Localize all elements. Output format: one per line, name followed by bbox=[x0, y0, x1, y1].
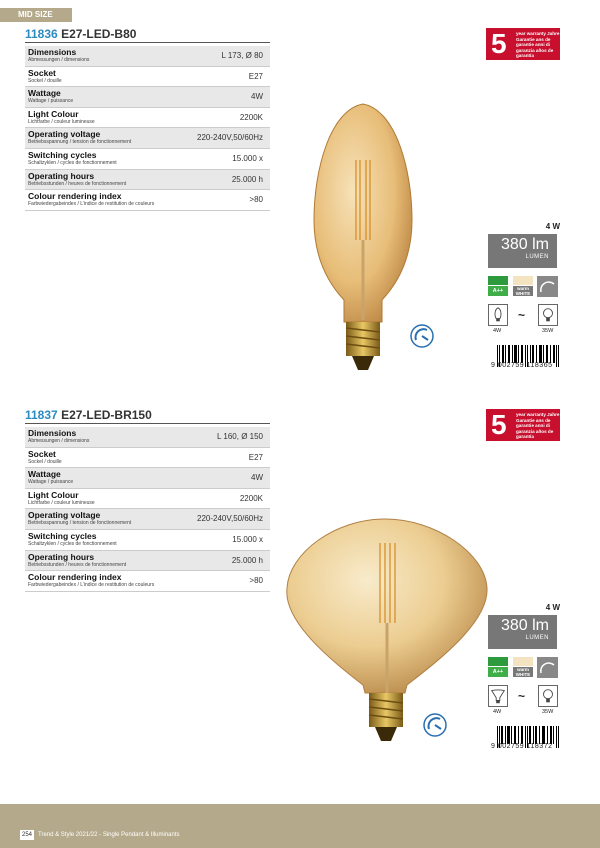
spec-sublabel: Sockel / douille bbox=[28, 458, 62, 465]
dimmable-icon bbox=[423, 713, 447, 737]
spec-row bbox=[25, 448, 270, 469]
spec-value: 4W bbox=[251, 92, 263, 102]
spec-row bbox=[25, 128, 270, 149]
title-divider bbox=[25, 423, 270, 424]
spec-row bbox=[25, 489, 270, 510]
warm-white-label: warm WHITE bbox=[513, 286, 533, 296]
spec-label: Operating voltage bbox=[28, 129, 101, 140]
warranty-years: 5 bbox=[491, 409, 507, 440]
spec-value: >80 bbox=[249, 195, 263, 205]
beam-angle-icon bbox=[537, 276, 558, 297]
spec-value: 220-240V,50/60Hz bbox=[197, 514, 263, 524]
product-title bbox=[25, 408, 152, 422]
equivalent-wattage: 35W bbox=[542, 328, 554, 334]
energy-class-icon bbox=[488, 276, 508, 296]
lumen-box bbox=[488, 615, 557, 649]
spec-row bbox=[25, 67, 270, 88]
spec-sublabel: Wattage / puissance bbox=[28, 479, 74, 486]
spec-sublabel: Schaltzyklen / cycles de fonctionnement bbox=[28, 540, 117, 547]
spec-value: 25.000 h bbox=[231, 555, 263, 565]
spec-label: Light Colour bbox=[28, 108, 79, 119]
lumen-unit: LUMEN bbox=[525, 254, 549, 260]
spec-label: Colour rendering index bbox=[28, 572, 122, 583]
product-name: E27-LED-B80 bbox=[61, 27, 137, 41]
spec-table bbox=[25, 46, 270, 211]
energy-class-icon bbox=[488, 657, 508, 677]
wattage-comparison bbox=[488, 685, 558, 717]
wattage-badge: 4 W bbox=[545, 603, 560, 612]
spec-label: Operating hours bbox=[28, 170, 95, 181]
spec-row bbox=[25, 87, 270, 108]
spec-label: Socket bbox=[28, 448, 56, 459]
spec-label: Light Colour bbox=[28, 489, 79, 500]
lumen-box bbox=[488, 234, 557, 268]
spec-row bbox=[25, 509, 270, 530]
spec-value: 4W bbox=[251, 473, 263, 483]
bulb-image-b80 bbox=[308, 100, 418, 380]
product-11837 bbox=[0, 403, 600, 763]
warranty-text: year warranty Jahre Garantie ans de garantie anni di garanzia años de garantía bbox=[516, 412, 560, 439]
spec-row bbox=[25, 190, 270, 211]
category-tag: MID SIZE bbox=[0, 8, 72, 22]
spec-row bbox=[25, 149, 270, 170]
lumen-value: 380 lm bbox=[500, 236, 549, 253]
spec-label: Wattage bbox=[28, 88, 61, 99]
warranty-text: year warranty Jahre Garantie ans de garantie anni di garanzia años de garantía bbox=[516, 31, 560, 58]
spec-value: 2200K bbox=[239, 493, 263, 503]
spec-value: 25.000 h bbox=[231, 174, 263, 184]
spec-sublabel: Lichtfarbe / couleur lumineuse bbox=[28, 499, 95, 506]
spec-row bbox=[25, 551, 270, 572]
spec-label: Operating hours bbox=[28, 551, 95, 562]
dimmable-icon bbox=[410, 324, 434, 348]
page-footer bbox=[0, 804, 600, 848]
spec-sublabel: Betriebsstunden / heures de fonctionnement bbox=[28, 180, 127, 187]
spec-sublabel: Wattage / puissance bbox=[28, 98, 74, 105]
product-number: 11836 bbox=[25, 27, 58, 41]
spec-sublabel: Sockel / douille bbox=[28, 77, 62, 84]
warm-white-icon bbox=[513, 657, 533, 677]
incandescent-bulb-icon bbox=[538, 685, 558, 707]
product-title bbox=[25, 27, 136, 41]
equivalent-tilde: ~ bbox=[518, 689, 526, 703]
spec-row bbox=[25, 46, 270, 67]
footer-text: Trend & Style 2021/22 - Single Pendant & Illuminants bbox=[38, 832, 180, 838]
incandescent-bulb-icon bbox=[538, 304, 558, 326]
page-number: 254 bbox=[21, 832, 32, 838]
warm-white-label: warm WHITE bbox=[513, 667, 533, 677]
spec-row bbox=[25, 170, 270, 191]
spec-row bbox=[25, 571, 270, 592]
spec-row bbox=[25, 427, 270, 448]
spec-sublabel: Abmessungen / dimensions bbox=[28, 438, 90, 444]
spec-row bbox=[25, 530, 270, 551]
wattage-comparison bbox=[488, 304, 558, 336]
spec-label: Dimensions bbox=[28, 428, 77, 438]
equivalent-wattage: 35W bbox=[542, 709, 554, 715]
led-wattage: 4W bbox=[493, 709, 502, 715]
spec-sublabel: Betriebsspannung / tension de fonctionnement bbox=[28, 520, 132, 527]
led-wattage: 4W bbox=[493, 328, 502, 334]
spec-value: 15.000 x bbox=[232, 153, 263, 163]
spec-sublabel: Betriebsstunden / heures de fonctionnement bbox=[28, 561, 127, 568]
barcode-number: 9 002759 118372 bbox=[491, 743, 553, 750]
spec-sublabel: Farbwiedergabeindex / L’indice de restitution de couleurs bbox=[28, 582, 155, 589]
spec-label: Dimensions bbox=[28, 47, 77, 57]
title-divider bbox=[25, 42, 270, 43]
warranty-badge bbox=[486, 409, 560, 441]
bulb-image-br150 bbox=[285, 513, 490, 753]
spec-sublabel: Betriebsspannung / tension de fonctionnement bbox=[28, 139, 132, 146]
spec-label: Switching cycles bbox=[28, 530, 97, 541]
spec-label: Wattage bbox=[28, 469, 61, 480]
spec-table bbox=[25, 427, 270, 592]
product-name: E27-LED-BR150 bbox=[61, 408, 152, 422]
lumen-unit: LUMEN bbox=[525, 635, 549, 641]
spec-sublabel: Abmessungen / dimensions bbox=[28, 57, 90, 63]
lumen-value: 380 lm bbox=[500, 617, 549, 634]
spec-sublabel: Schaltzyklen / cycles de fonctionnement bbox=[28, 159, 117, 166]
led-bulb-icon bbox=[488, 304, 508, 326]
warranty-badge bbox=[486, 28, 560, 60]
wattage-badge: 4 W bbox=[545, 222, 560, 231]
spec-value: L 173, Ø 80 bbox=[221, 51, 263, 60]
spec-sublabel: Lichtfarbe / couleur lumineuse bbox=[28, 118, 95, 125]
spec-value: E27 bbox=[248, 71, 263, 81]
spec-value: E27 bbox=[248, 452, 263, 462]
barcode-number: 9 002759 118365 bbox=[491, 362, 553, 369]
spec-label: Operating voltage bbox=[28, 510, 101, 521]
beam-angle-icon bbox=[537, 657, 558, 678]
spec-label: Socket bbox=[28, 67, 56, 78]
led-bulb-icon bbox=[488, 685, 508, 707]
warm-white-icon bbox=[513, 276, 533, 296]
spec-row bbox=[25, 108, 270, 129]
spec-label: Colour rendering index bbox=[28, 191, 122, 202]
spec-value: L 160, Ø 150 bbox=[217, 432, 263, 441]
energy-class-label: A++ bbox=[488, 667, 508, 677]
equivalent-tilde: ~ bbox=[518, 308, 526, 322]
spec-value: >80 bbox=[249, 576, 263, 586]
spec-value: 220-240V,50/60Hz bbox=[197, 133, 263, 143]
spec-value: 15.000 x bbox=[232, 534, 263, 544]
warranty-years: 5 bbox=[491, 28, 507, 59]
product-11836 bbox=[0, 22, 600, 382]
product-number: 11837 bbox=[25, 408, 58, 422]
spec-label: Switching cycles bbox=[28, 149, 97, 160]
spec-sublabel: Farbwiedergabeindex / L’indice de restitution de couleurs bbox=[28, 201, 155, 208]
spec-value: 2200K bbox=[239, 112, 263, 122]
energy-class-label: A++ bbox=[488, 286, 508, 296]
spec-row bbox=[25, 468, 270, 489]
